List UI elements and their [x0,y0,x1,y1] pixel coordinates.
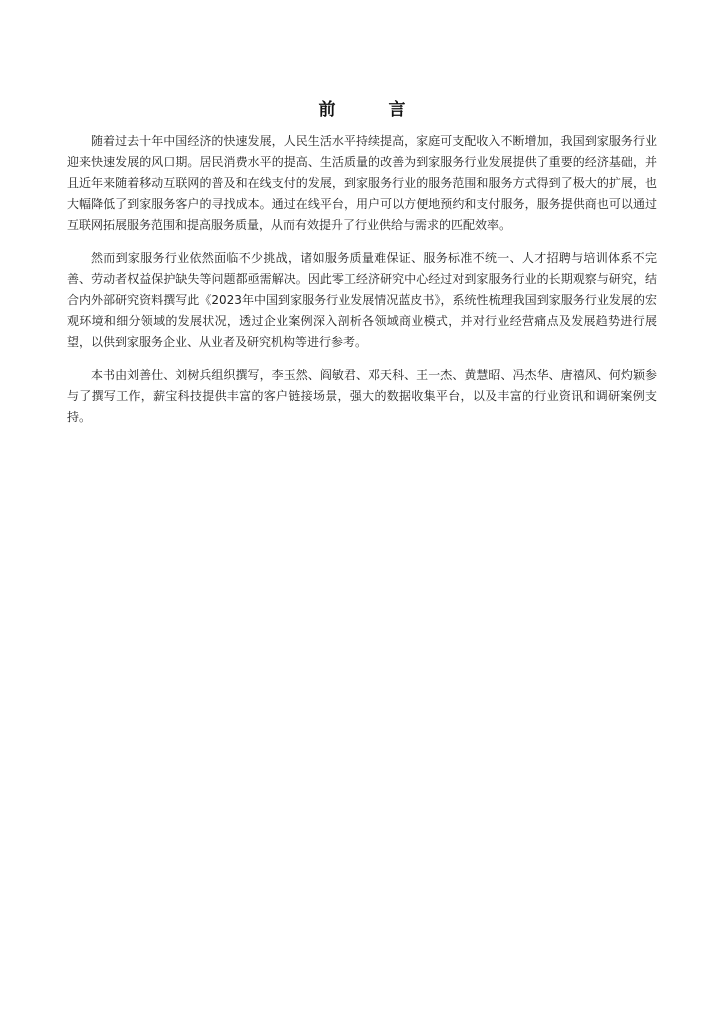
preface-body [67,131,657,440]
page-title: 前 言 [318,100,424,120]
paragraph-3: 本书由刘善仕、刘树兵组织撰写，李玉然、阎敏君、邓天科、王一杰、黄慧昭、冯杰华、唐禧风、何灼颖参与了撰写工作，薪宝科技提供丰富的客户链接场景，强大的数据收集平台，以及丰富的行业资讯和调研案例支持。 [67,368,657,424]
paragraph-2: 然而到家服务行业依然面临不少挑战，诸如服务质量难保证、服务标准不统一、人才招聘与培训体系不完善、劳动者权益保护缺失等问题都亟需解决。因此零工经济研究中心经过对到家服务行业的长期观察与研究，结合内外部研究资料撰写此《2023年中国到家服务行业发展情况蓝皮书》，系统性梳理我国到家服务行业发展的宏观环境和细分领域的发展状况，透过企业案例深入剖析各领域商业模式，并对行业经营痛点及发展趋势进行展望，以供到家服务企业、从业者及研究机构等进行参考。 [67,251,657,349]
paragraph-1: 随着过去十年中国经济的快速发展，人民生活水平持续提高，家庭可支配收入不断增加，我国到家服务行业迎来快速发展的风口期。居民消费水平的提高、生活质量的改善为到家服务行业发展提供了重要的经济基础，并且近年来随着移动互联网的普及和在线支付的发展，到家服务行业的服务范围和服务方式得到了极大的扩展，也大幅降低了到家服务客户的寻找成本。通过在线平台，用户可以方便地预约和支付服务，服务提供商也可以通过互联网拓展服务范围和提高服务质量，从而有效提升了行业供给与需求的匹配效率。 [67,134,657,232]
